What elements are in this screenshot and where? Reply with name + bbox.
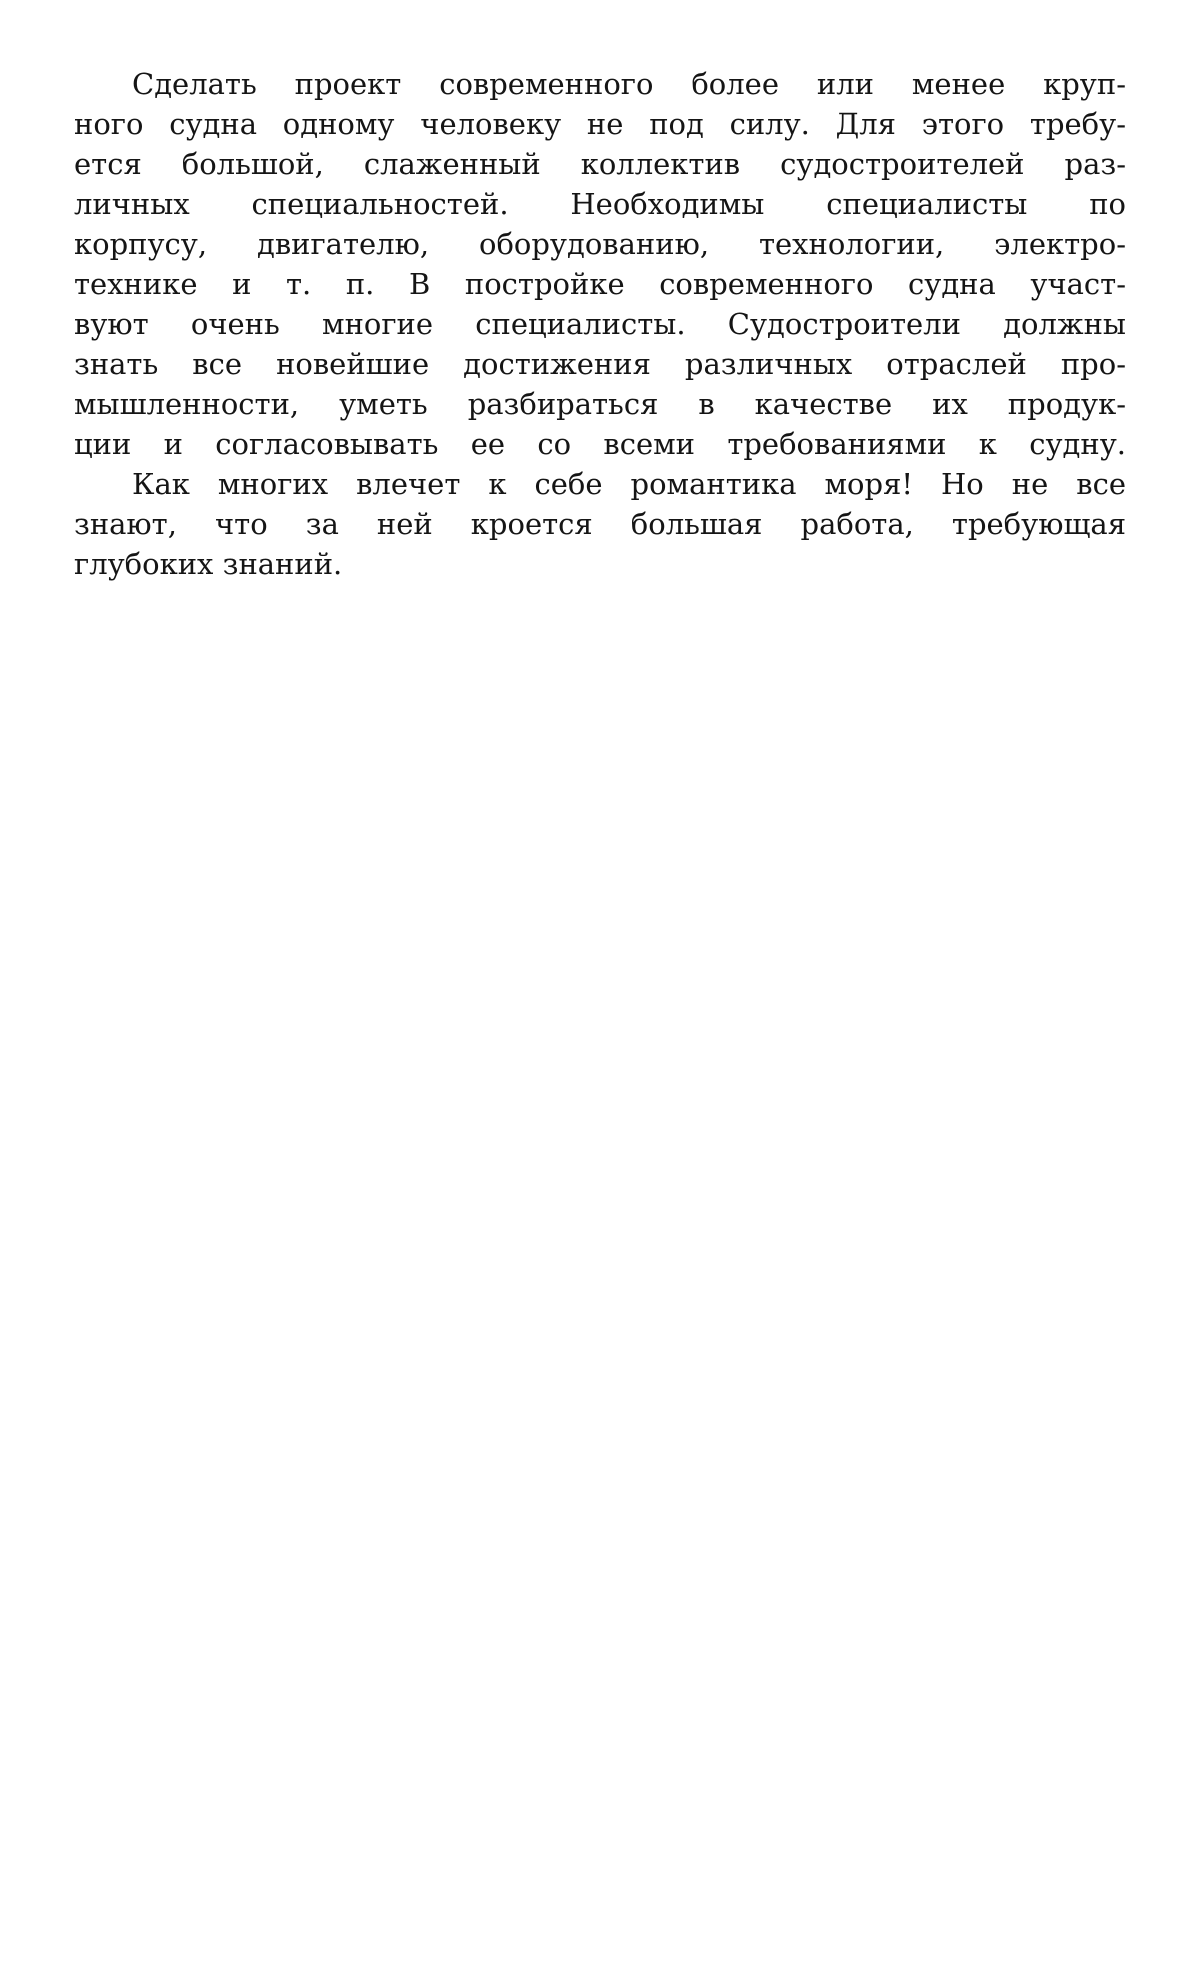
text-line: личных специальностей. Необходимы специалисты по bbox=[74, 187, 1126, 221]
text-line: Как многих влечет к себе романтика моря! Но не все bbox=[132, 467, 1126, 501]
text-line: ется большой, слаженный коллектив судостроителей раз- bbox=[74, 147, 1126, 181]
text-line: ного судна одному человеку не под силу. Для этого требу- bbox=[74, 107, 1126, 141]
text-line: глубоких знаний. bbox=[74, 547, 343, 581]
text-line: Сделать проект современного более или менее круп- bbox=[132, 67, 1126, 101]
text-line: знают, что за ней кроется большая работа, требующая bbox=[74, 507, 1126, 541]
text-line: вуют очень многие специалисты. Судостроители должны bbox=[74, 307, 1126, 341]
text-line: ции и согласовывать ее со всеми требованиями к судну. bbox=[74, 427, 1126, 461]
text-line: технике и т. п. В постройке современного судна участ- bbox=[74, 267, 1126, 301]
paragraph-2 bbox=[74, 464, 1126, 584]
paragraph-1 bbox=[74, 64, 1126, 464]
body-text bbox=[74, 64, 1126, 584]
text-line: корпусу, двигателю, оборудованию, технологии, электро- bbox=[74, 227, 1126, 261]
text-line: мышленности, уметь разбираться в качестве их продук- bbox=[74, 387, 1126, 421]
text-line: знать все новейшие достижения различных отраслей про- bbox=[74, 347, 1126, 381]
